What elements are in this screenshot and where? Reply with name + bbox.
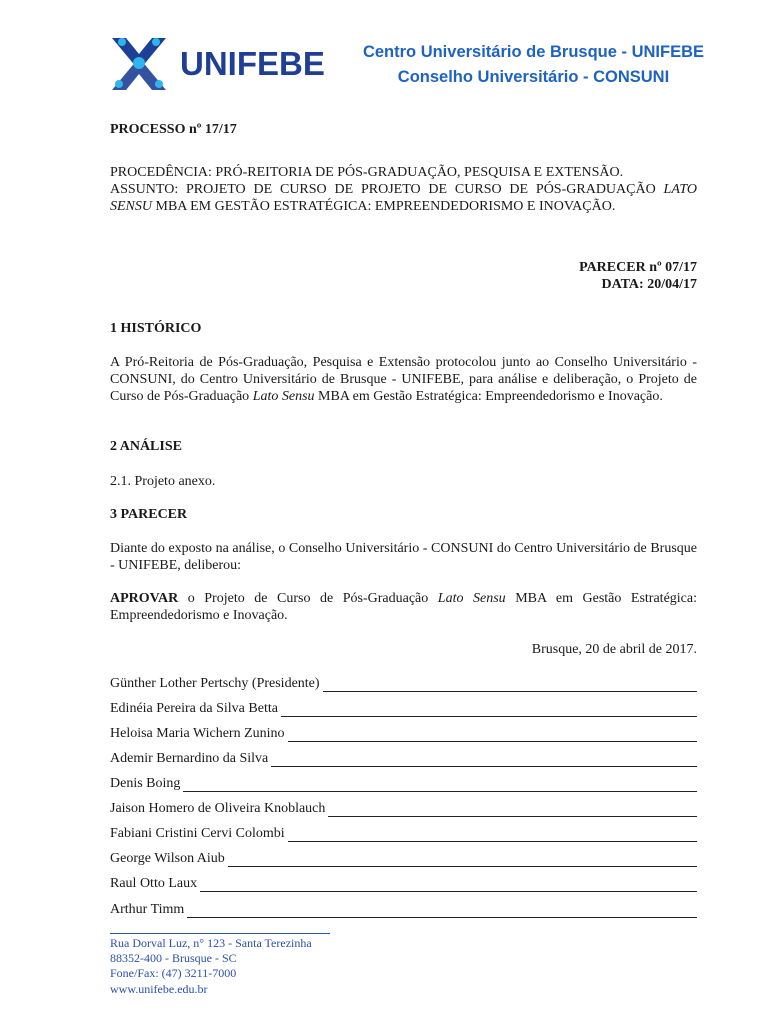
footer-address: Rua Dorval Luz, n° 123 - Santa Terezinha [110,936,312,950]
signature-line [110,700,697,717]
section-opinion-title: 3 PARECER [110,507,188,522]
signature-rule [183,778,697,792]
section-history-title: 1 HISTÓRICO [110,321,202,336]
process-subject [110,181,697,215]
signatory-name: Ademir Bernardino da Silva [110,751,269,766]
signature-rule [288,728,697,742]
approval-keyword: APROVAR [110,591,179,606]
footer-website-link[interactable]: www.unifebe.edu.br [110,981,208,996]
signatory-name: Raul Otto Laux [110,876,198,891]
signature-rule [228,853,697,867]
signature-rule [271,753,697,767]
signatory-name: Fabiani Cristini Cervi Colombi [110,826,285,841]
opinion-date: DATA: 20/04/17 [601,277,697,292]
signatory-name: Arthur Timm [110,902,185,917]
institution-name: Centro Universitário de Brusque - UNIFEBE [362,43,704,61]
signatory-name: Jaison Homero de Oliveira Knoblauch [110,801,326,816]
signature-rule [328,803,697,817]
footer-zip: 88352-400 - Brusque - SC [110,951,237,966]
signature-rule [323,678,697,692]
history-text: A Pró-Reitoria de Pós-Graduação, Pesquisa e Extensão protocolou junto ao Conselho Universitário - CONSUNI, do Centro Universitário de Brusque - UNIFEBE, para análise e deliberação, o Projeto de Curso de Pós-Graduação [110,355,697,404]
signature-rule [281,703,697,717]
signature-line [110,725,697,742]
signatory-name: Edinéia Pereira da Silva Betta [110,701,278,716]
footer-phone: Fone/Fax: (47) 3211-7000 [110,966,237,981]
unifebe-emblem-icon [108,34,170,94]
signature-line [110,800,697,817]
place-and-date: Brusque, 20 de abril de 2017. [531,642,697,657]
section-opinion-text: Diante do exposto na análise, o Conselho Universitário - CONSUNI do Centro Universitário de Brusque - UNIFEBE, deliberou: [110,541,697,573]
approval-italic: Lato Sensu [437,591,506,606]
subject-text-end: MBA EM GESTÃO ESTRATÉGICA: EMPREENDEDORISMO E INOVAÇÃO. [152,199,616,214]
history-text-end: MBA em Gestão Estratégica: Empreendedorismo e Inovação. [314,389,663,404]
signature-line [110,825,697,842]
section-analysis-title: 2 ANÁLISE [110,439,182,454]
section-analysis-text: 2.1. Projeto anexo. [110,474,216,489]
approval-text-start: o Projeto de Curso de Pós-Graduação [178,591,438,606]
approval-text [110,590,697,624]
signatory-name: George Wilson Aiub [110,851,225,866]
signature-line [110,850,697,867]
section-history-text [110,354,697,405]
signature-line [110,901,697,918]
signature-rule [288,828,697,842]
council-name: Conselho Universitário - CONSUNI [397,68,670,86]
approval-text-end: MBA em Gestão Estratégica: Empreendedorismo e Inovação. [110,591,697,623]
footer-rule [110,933,330,934]
opinion-number: PARECER nº 07/17 [579,260,697,275]
history-italic: Lato Sensu [252,389,315,404]
signature-rule [187,904,697,918]
process-origin: PROCEDÊNCIA: PRÓ-REITORIA DE PÓS-GRADUAÇÃO, PESQUISA E EXTENSÃO. [110,165,624,180]
process-number: PROCESSO nº 17/17 [110,122,237,137]
signature-rule [200,878,697,892]
signature-line [110,775,697,792]
subject-italic: LATO SENSU [110,182,697,214]
subject-text: ASSUNTO: PROJETO DE CURSO DE PROJETO DE CURSO DE PÓS-GRADUAÇÃO [110,182,664,197]
signatory-name: Denis Boing [110,776,181,791]
institution-heading [363,40,704,90]
footer-address-block [110,936,312,997]
signature-line [110,675,697,692]
logo-wordmark: UNIFEBE [180,45,325,82]
unifebe-logo [108,34,325,94]
signature-line [110,750,697,767]
signature-line [110,875,697,892]
signatory-name: Günther Lother Pertschy (Presidente) [110,676,320,691]
signatory-name: Heloisa Maria Wichern Zunino [110,726,285,741]
